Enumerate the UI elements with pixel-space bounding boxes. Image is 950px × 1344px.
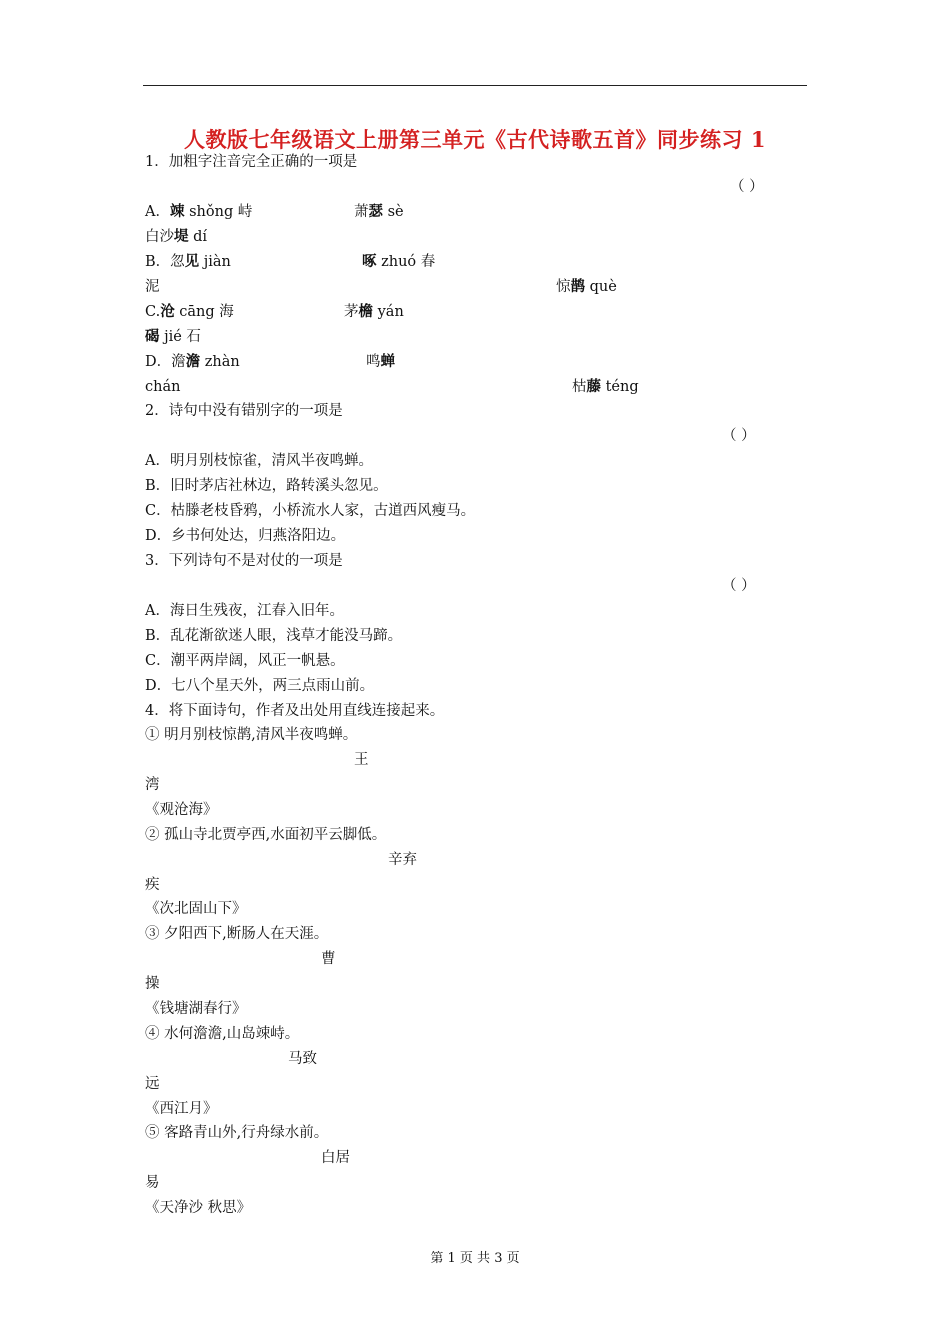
q4-verse-3: ③ 夕阳西下,断肠人在天涯。: [145, 926, 329, 942]
q1-option-a: A．竦 shǒng 峙: [145, 203, 253, 220]
q4-source-3: 《钱塘湖春行》: [145, 1001, 247, 1017]
q4-verse-2: ② 孤山寺北贾亭西,水面初平云脚低。: [145, 827, 387, 843]
q2-option-c: C．枯滕老枝昏鸦，小桥流水人家，古道西风瘦马。: [145, 503, 476, 519]
q4-author-4b: 远: [145, 1076, 160, 1092]
q3-option-b: B．乱花渐欲迷人眼，浅草才能没马蹄。: [145, 628, 403, 644]
q2-option-d: D．乡书何处达，归燕洛阳边。: [145, 528, 346, 544]
q2-answer-paren: （ ）: [722, 428, 756, 444]
q1-option-d-3: chán: [145, 379, 181, 395]
q4-author-2a: 辛弃: [388, 852, 417, 868]
q4-source-5: 《天净沙 秋思》: [145, 1200, 252, 1216]
q4-author-3b: 操: [145, 976, 160, 992]
q4-author-1b: 湾: [145, 777, 160, 793]
q1-stem: 1．加粗字注音完全正确的一项是: [145, 154, 358, 170]
q1-option-a-3: 白沙堤 dí: [145, 228, 208, 245]
q4-verse-4: ④ 水何澹澹,山岛竦峙。: [145, 1026, 300, 1042]
q2-option-b: B．旧时茅店社林边，路转溪头忽见。: [145, 478, 388, 494]
q1-option-b-3: 泥: [145, 279, 160, 295]
page-number: 第 1 页 共 3 页: [430, 1251, 520, 1266]
q4-source-2: 《次北固山下》: [145, 901, 247, 917]
q3-option-d: D．七八个星天外，两三点雨山前。: [145, 678, 375, 694]
q4-author-5a: 白居: [321, 1150, 350, 1166]
header-rule: [143, 85, 807, 86]
q2-option-a: A．明月别枝惊雀，清风半夜鸣蝉。: [145, 453, 373, 469]
q1-option-c-2: 茅檐 yán: [344, 303, 404, 320]
q1-option-a-2: 萧瑟 sè: [354, 203, 404, 220]
q4-author-3a: 曹: [321, 951, 336, 967]
q1-option-d: D．澹澹 zhàn: [145, 353, 240, 370]
q1-option-d-2: 鸣蝉: [366, 353, 395, 370]
q4-author-1a: 王: [354, 752, 369, 768]
q1-option-b: B．忽见 jiàn: [145, 253, 231, 270]
q3-stem: 3．下列诗句不是对仗的一项是: [145, 553, 343, 569]
q1-option-b-2: 啄 zhuó 春: [362, 253, 436, 270]
q4-author-5b: 易: [145, 1175, 160, 1191]
q3-answer-paren: （ ）: [722, 578, 756, 594]
q1-option-b-4: 惊鹊 què: [556, 278, 617, 295]
q4-author-4a: 马致: [288, 1051, 317, 1067]
q4-verse-1: ① 明月别枝惊鹊,清风半夜鸣蝉。: [145, 727, 358, 743]
q1-option-c: C.沧 cāng 海: [145, 303, 234, 320]
q3-option-a: A．海日生残夜，江春入旧年。: [145, 603, 344, 619]
q4-source-1: 《观沧海》: [145, 802, 218, 818]
q1-answer-paren: （ ）: [730, 179, 764, 195]
q1-option-c-3: 碣 jié 石: [145, 328, 201, 345]
q3-option-c: C．潮平两岸阔，风正一帆悬。: [145, 653, 345, 669]
document-title: 人教版七年级语文上册第三单元《古代诗歌五首》同步练习 1: [184, 127, 766, 152]
q4-source-4: 《西江月》: [145, 1101, 218, 1117]
q4-stem: 4．将下面诗句，作者及出处用直线连接起来。: [145, 703, 445, 719]
q1-option-d-4: 枯藤 téng: [572, 378, 639, 395]
q2-stem: 2．诗句中没有错别字的一项是: [145, 403, 343, 419]
q4-author-2b: 疾: [145, 877, 160, 893]
q4-verse-5: ⑤ 客路青山外,行舟绿水前。: [145, 1125, 329, 1141]
